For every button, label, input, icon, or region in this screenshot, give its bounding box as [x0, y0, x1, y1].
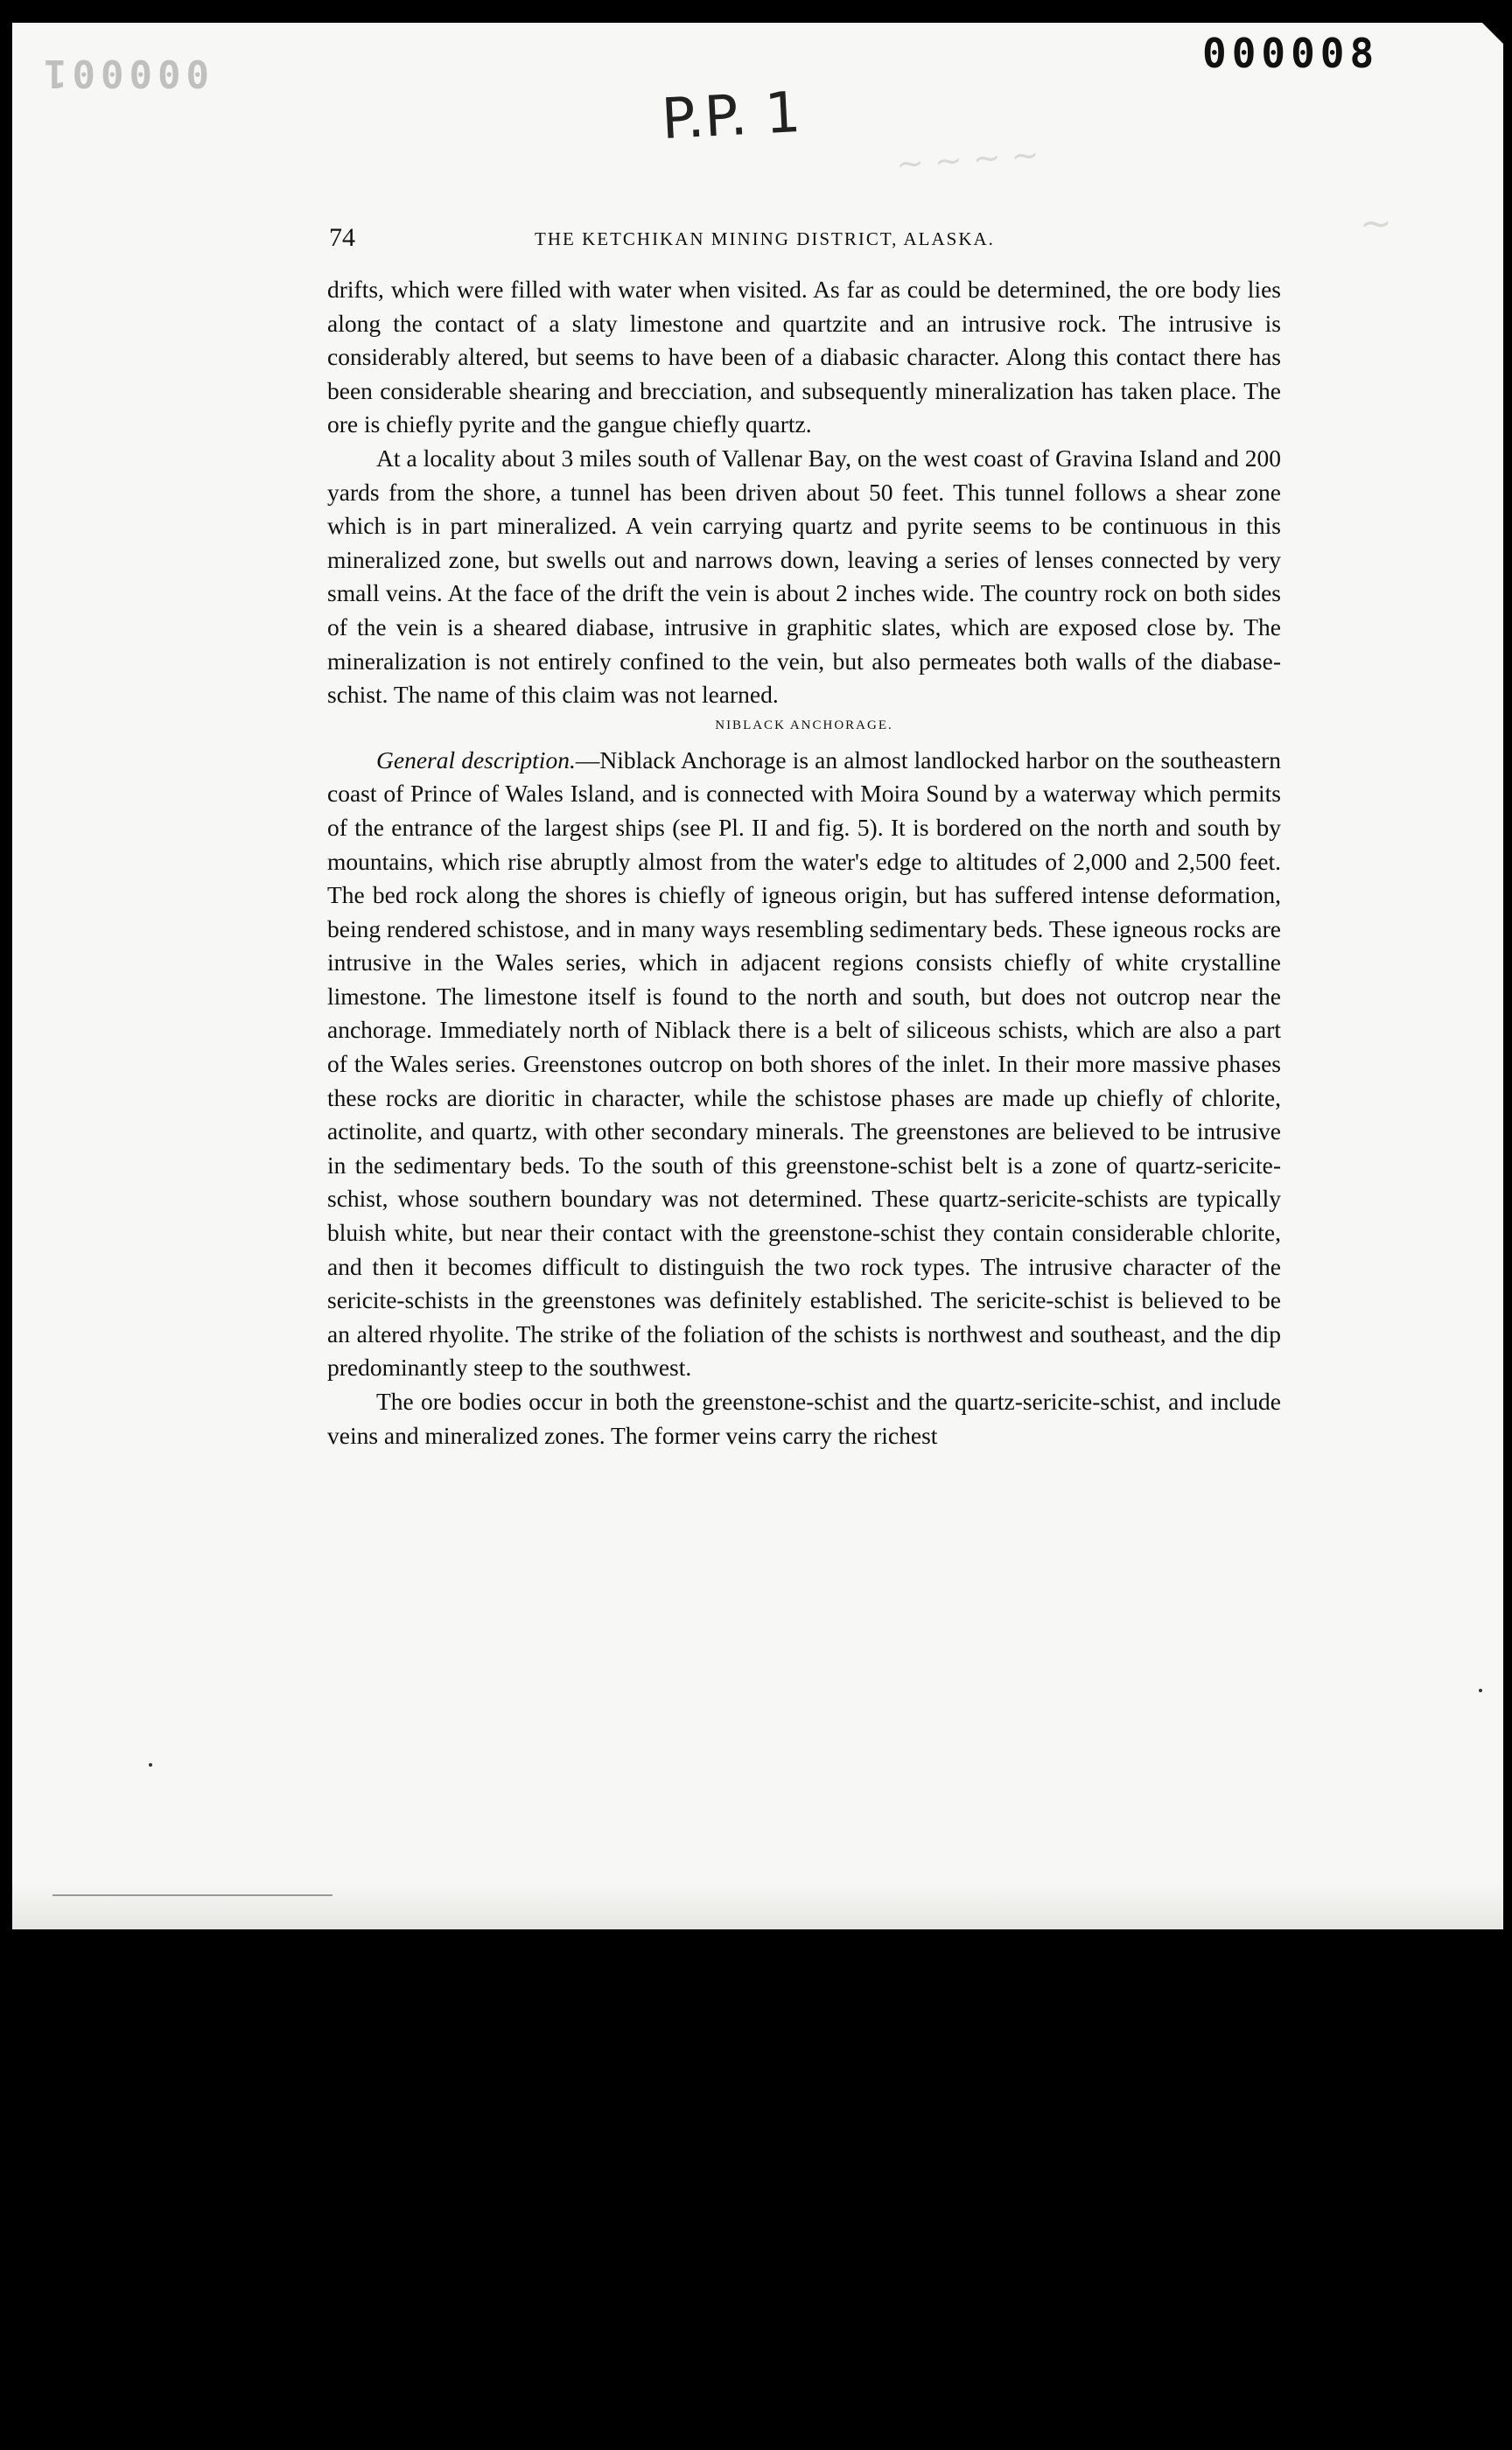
section-lead: General description.	[376, 746, 576, 774]
scan-speck	[1479, 1689, 1482, 1692]
paragraph-general-description-text: —Niblack Anchorage is an almost landlocked harbor on the southeastern coast of Prince of Wales Island, and is connected with Moira Sound by a waterway which permits of the entrance of the largest ships (see Pl. II and fig. 5). It is bordered on the north and south by mountains, which rise abruptly almost from the water's edge to altitudes of 2,000 and 2,500 feet. The bed rock along the shores is chiefly of igneous origin, but has suffered intense deformation, being rendered schistose, and in many ways resembling sedimentary beds. These igneous rocks are intrusive in the Wales series, which in adjacent regions consists chiefly of white crystalline limestone. The limestone itself is found to the north and south, but does not outcrop near the anchorage. Immediately north of Niblack there is a belt of siliceous schists, which are also a part of the Wales series. Greenstones outcrop on both shores of the inlet. In their more massive phases these rocks are dioritic in character, while the schistose phases are made up chiefly of chlorite, actinolite, and quartz, with other secondary minerals. The greenstones are believed to be intrusive in the sedimentary beds. To the south of this greenstone-schist belt is a zone of quartz-sericite-schist, whose southern boundary was not determined. These quartz-sericite-schists are typically bluish white, but near their contact with the greenstone-schist they contain considerable chlorite, and then it becomes difficult to distinguish the two rock types. The intrusive character of the sericite-schists in the greenstones was definitely established. The sericite-schist is believed to be an altered rhyolite. The strike of the foliation of the schists is northwest and southeast, and the dip predominantly steep to the southwest.	[327, 746, 1281, 1382]
bates-stamp-left-bleed: 000001	[38, 51, 209, 95]
bates-stamp-right: 000008	[1202, 30, 1380, 77]
paragraph-gravina: At a locality about 3 miles south of Vallenar Bay, on the west coast of Gravina Island and 200 yards from the shore, a tunnel has been driven about 50 feet. This tunnel follows a shear zone which is in part mineralized. A vein carrying quartz and pyrite seems to be continuous in this mineralized zone, but swells out and narrows down, leaving a series of lenses connected by very small veins. At the face of the drift the vein is about 2 inches wide. The country rock on both sides of the vein is a sheared diabase, intrusive in graphitic slates, which are exposed close by. The mineralization is not entirely confined to the vein, but also permeates both walls of the diabase-schist. The name of this claim was not learned.	[327, 444, 1281, 709]
handwritten-note: P.P. 1	[660, 80, 802, 153]
running-head: THE KETCHIKAN MINING DISTRICT, ALASKA.	[535, 228, 995, 249]
page-number: 74	[329, 223, 355, 252]
bleed-through-ghost: ~ ~ ~ ~	[894, 135, 1040, 184]
scan-speck	[149, 1763, 152, 1767]
scan-background	[0, 1929, 1512, 2450]
page-bottom-edge	[12, 1881, 1503, 1929]
paragraph-general-description	[327, 744, 1281, 1385]
bleed-through-ghost-2: ~	[1360, 201, 1392, 246]
page-header	[329, 223, 1283, 255]
body-text	[327, 273, 1281, 1452]
footer-rule	[52, 1894, 332, 1896]
paragraph-ore-bodies: The ore bodies occur in both the greenstone-schist and the quartz-sericite-schist, and include veins and mineralized zones. The former veins carry the richest	[327, 1388, 1281, 1449]
paragraph-continuation: drifts, which were filled with water when visited. As far as could be determined, the ore body lies along the contact of a slaty limestone and quartzite and an intrusive rock. The intrusive is considerably altered, but seems to have been of a diabasic character. Along this contact there has been considerable shearing and brecciation, and subsequently mineralization has taken place. The ore is chiefly pyrite and the gangue chiefly quartz.	[327, 276, 1281, 438]
section-heading: NIBLACK ANCHORAGE.	[715, 718, 893, 732]
scan-top-border	[12, 9, 1503, 23]
